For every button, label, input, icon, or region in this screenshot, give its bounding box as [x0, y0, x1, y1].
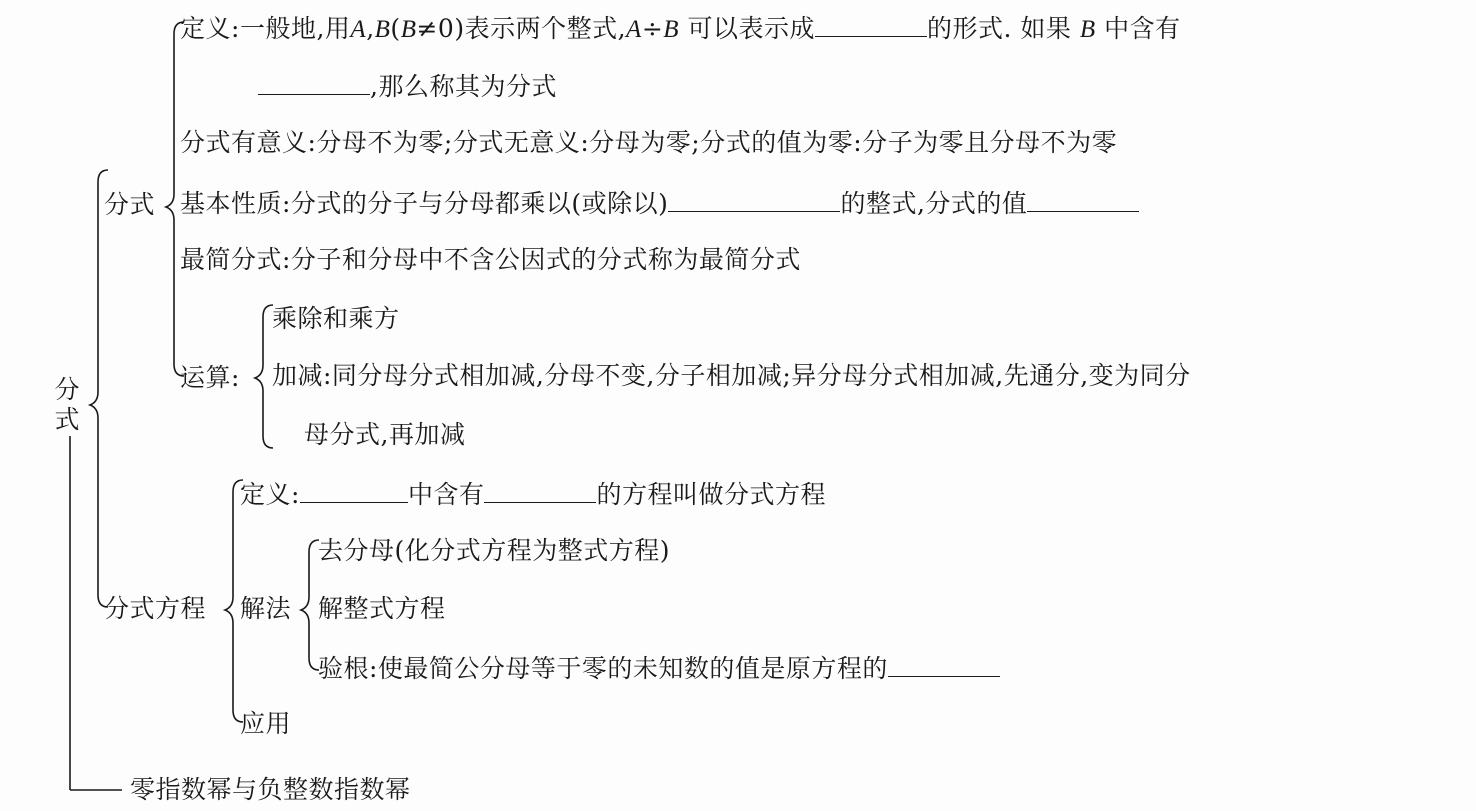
operations-add-sub-line2: 母分式,再加减	[304, 420, 466, 449]
fraction-simplest-form: 最简分式:分子和分母中不含公因式的分式称为最简分式	[180, 245, 801, 274]
blank-unknown	[484, 478, 596, 503]
fraction-meaningful-conditions: 分式有意义:分母不为零;分式无意义:分母为零;分式的值为零:分子为零且分母不为零	[180, 128, 1118, 157]
equation-branch-label: 分式方程	[104, 594, 207, 623]
solution-step-clear-denominator: 去分母(化分式方程为整式方程)	[318, 536, 671, 565]
blank-fraction-form	[815, 12, 927, 37]
solution-step-solve: 解整式方程	[318, 594, 446, 623]
operations-add-sub-line1: 加减:同分母分式相加减,分母不变,分子相加减;异分母分式相加减,先通分,变为同分	[272, 361, 1191, 390]
equation-application: 应用	[240, 709, 292, 738]
zero-negative-exponent-powers: 零指数幂与负整数指数幂	[130, 775, 411, 804]
equation-definition: 定义: 中含有 的方程叫做分式方程	[240, 480, 826, 509]
fraction-basic-property: 基本性质:分式的分子与分母都乘以(或除以) 的整式,分式的值	[180, 187, 1139, 219]
operations-brace	[255, 305, 273, 448]
solution-label: 解法	[240, 594, 292, 623]
solution-step-check-root: 验根:使最简公分母等于零的未知数的值是原方程的	[318, 652, 1000, 684]
blank-nonzero-integral	[668, 187, 840, 212]
root-label-char-1: 分	[54, 375, 80, 404]
root-label-char-2: 式	[54, 405, 80, 434]
operations-mul-div: 乘除和乘方	[272, 304, 400, 333]
blank-unchanged	[1027, 187, 1139, 212]
blank-extraneous-root	[888, 652, 1000, 677]
fraction-branch-label: 分式	[104, 190, 156, 219]
blank-fraction-condition	[258, 70, 370, 95]
solution-brace	[301, 540, 319, 670]
blank-denominator	[300, 478, 408, 503]
fraction-definition-line2: ,那么称其为分式	[258, 70, 557, 102]
definition-label: 定义	[180, 14, 232, 43]
root-brace	[90, 170, 108, 607]
fraction-definition-line1: 定义:一般地,用A,B(B≠0)表示两个整式,A÷B 可以表示成 的形式. 如果 B 中含有	[180, 14, 1181, 43]
operations-label: 运算:	[180, 363, 240, 392]
